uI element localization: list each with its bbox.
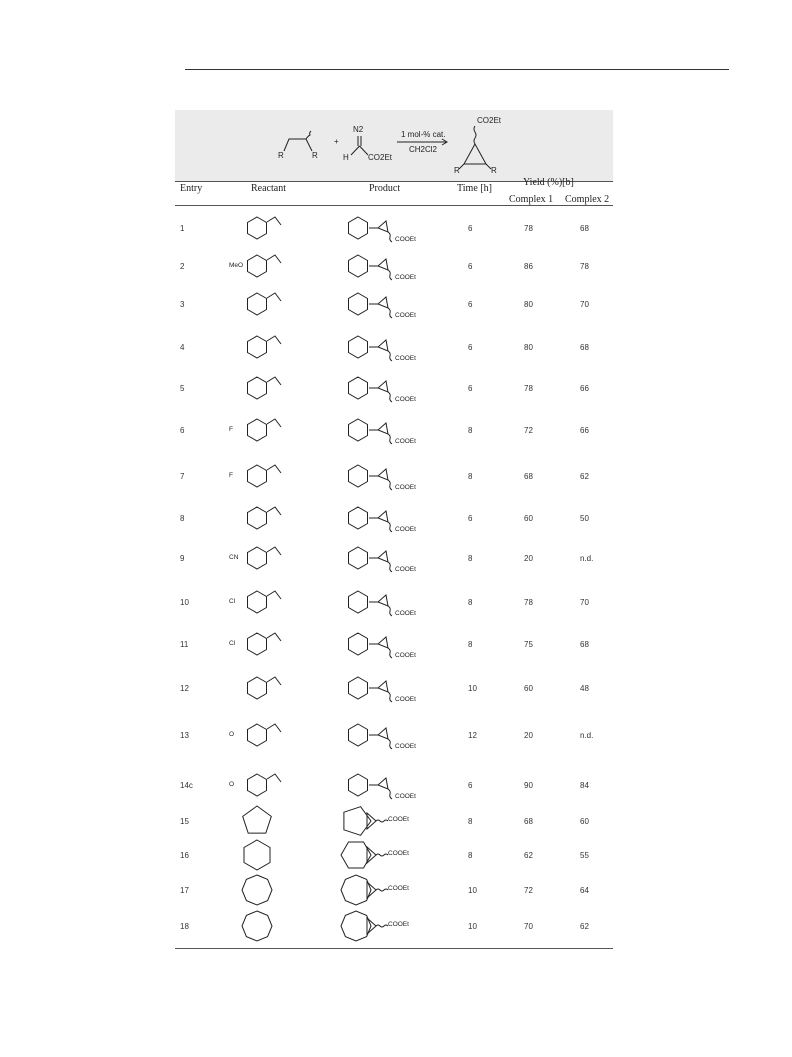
- product-structure: [330, 538, 450, 578]
- yield-complex-1-cell: 72: [524, 426, 533, 435]
- time-cell: 6: [468, 262, 473, 271]
- reactant-structure: [223, 906, 323, 946]
- product-structure: [330, 582, 450, 622]
- reactant-structure: [223, 715, 323, 755]
- product-ester-label: COOEt: [395, 236, 416, 243]
- yield-complex-1-cell: 78: [524, 384, 533, 393]
- scheme-r-left: R: [278, 151, 284, 160]
- table-bottom-rule: [175, 948, 613, 949]
- table-row: [175, 906, 613, 946]
- yield-complex-1-cell: 72: [524, 886, 533, 895]
- yield-complex-1-cell: 20: [524, 731, 533, 740]
- product-ester-label: COOEt: [388, 850, 409, 857]
- time-cell: 10: [468, 684, 477, 693]
- reactant-substituent-label: F: [229, 426, 233, 433]
- product-structure: [330, 327, 450, 367]
- time-cell: 6: [468, 384, 473, 393]
- entry-cell: 18: [180, 922, 189, 931]
- yield-complex-2-cell: n.d.: [580, 554, 594, 563]
- entry-cell: 13: [180, 731, 189, 740]
- yield-complex-2-cell: 70: [580, 300, 589, 309]
- table-row: [175, 456, 613, 496]
- table-row: [175, 582, 613, 622]
- yield-complex-2-cell: 60: [580, 817, 589, 826]
- reactant-structure: [223, 582, 323, 622]
- time-cell: 8: [468, 598, 473, 607]
- yield-complex-2-cell: 64: [580, 886, 589, 895]
- table-row: [175, 368, 613, 408]
- entry-cell: 11: [180, 640, 189, 649]
- table-row: [175, 538, 613, 578]
- col-time: Time [h]: [457, 183, 492, 194]
- yield-complex-2-cell: 48: [580, 684, 589, 693]
- product-structure: [330, 498, 450, 538]
- yield-complex-1-cell: 62: [524, 851, 533, 860]
- reactant-substituent-label: Cl: [229, 640, 236, 647]
- product-ester-label: COOEt: [388, 816, 409, 823]
- reactant-structure: [223, 835, 323, 875]
- yield-complex-1-cell: 78: [524, 598, 533, 607]
- product-structure: [330, 668, 450, 708]
- entry-cell: 2: [180, 262, 185, 271]
- reactant-structure: [223, 668, 323, 708]
- yield-complex-1-cell: 68: [524, 472, 533, 481]
- table-row: [175, 208, 613, 248]
- entry-cell: 10: [180, 598, 189, 607]
- reactant-substituent-label: O: [229, 781, 235, 788]
- reactant-structure: [223, 368, 323, 408]
- entry-cell: 3: [180, 300, 185, 309]
- scheme-product-r-right: R: [491, 166, 497, 175]
- reactant-structure: [223, 284, 323, 324]
- reaction-scheme: [175, 110, 613, 181]
- yield-complex-2-cell: 62: [580, 472, 589, 481]
- entry-cell: 17: [180, 886, 189, 895]
- time-cell: 6: [468, 224, 473, 233]
- yield-complex-2-cell: 68: [580, 224, 589, 233]
- reactant-structure: [223, 456, 323, 496]
- cyclopropanation-table: [175, 110, 613, 950]
- table-row: [175, 410, 613, 450]
- reactant-structure: [223, 410, 323, 450]
- yield-complex-2-cell: 84: [580, 781, 589, 790]
- reactant-substituent-label: MeO: [229, 262, 244, 269]
- time-cell: 6: [468, 343, 473, 352]
- time-cell: 12: [468, 731, 477, 740]
- scheme-solvent: CH2Cl2: [409, 145, 438, 154]
- table-row: [175, 624, 613, 664]
- product-ester-label: COOEt: [395, 610, 416, 617]
- table-row: [175, 835, 613, 875]
- entry-cell: 8: [180, 514, 185, 523]
- col-entry: Entry: [180, 183, 203, 194]
- reactant-substituent-label: F: [229, 472, 233, 479]
- entry-cell: 5: [180, 384, 185, 393]
- yield-complex-2-cell: 70: [580, 598, 589, 607]
- scheme-r-right: R: [312, 151, 318, 160]
- product-ester-label: COOEt: [395, 438, 416, 445]
- reactant-substituent-label: Cl: [229, 598, 236, 605]
- entry-cell: 6: [180, 426, 185, 435]
- entry-cell: 14c: [180, 781, 193, 790]
- yield-complex-1-cell: 86: [524, 262, 533, 271]
- time-cell: 8: [468, 472, 473, 481]
- yield-complex-1-cell: 70: [524, 922, 533, 931]
- product-ester-label: COOEt: [388, 885, 409, 892]
- entry-cell: 1: [180, 224, 185, 233]
- time-cell: 8: [468, 554, 473, 563]
- scheme-co2et: CO2Et: [368, 153, 393, 162]
- col-product: Product: [369, 183, 401, 194]
- product-ester-label: COOEt: [395, 274, 416, 281]
- yield-complex-1-cell: 90: [524, 781, 533, 790]
- yield-complex-1-cell: 80: [524, 300, 533, 309]
- product-ester-label: COOEt: [395, 743, 416, 750]
- product-ester-label: COOEt: [395, 566, 416, 573]
- yield-complex-2-cell: 62: [580, 922, 589, 931]
- product-structure: [330, 624, 450, 664]
- time-cell: 6: [468, 514, 473, 523]
- yield-complex-1-cell: 20: [524, 554, 533, 563]
- yield-complex-2-cell: 66: [580, 426, 589, 435]
- yield-complex-1-cell: 78: [524, 224, 533, 233]
- col-complex-2: Complex 2: [565, 194, 610, 205]
- header-bottom-rule: [175, 205, 613, 206]
- entry-cell: 15: [180, 817, 189, 826]
- yield-complex-1-cell: 60: [524, 514, 533, 523]
- col-reactant: Reactant: [251, 183, 286, 194]
- reactant-structure: [223, 208, 323, 248]
- reactant-structure: [223, 765, 323, 805]
- product-ester-label: COOEt: [395, 312, 416, 319]
- product-ester-label: COOEt: [395, 396, 416, 403]
- table-row: [175, 246, 613, 286]
- time-cell: 8: [468, 851, 473, 860]
- time-cell: 8: [468, 640, 473, 649]
- scheme-product-co2et: CO2Et: [477, 116, 502, 125]
- product-structure: [330, 456, 450, 496]
- table-row: [175, 498, 613, 538]
- time-cell: 6: [468, 300, 473, 309]
- yield-complex-2-cell: 78: [580, 262, 589, 271]
- reactant-substituent-label: CN: [229, 554, 239, 561]
- yield-complex-1-cell: 60: [524, 684, 533, 693]
- product-structure: [330, 410, 450, 450]
- product-structure: [330, 715, 450, 755]
- entry-cell: 16: [180, 851, 189, 860]
- table-row: [175, 715, 613, 755]
- yield-complex-1-cell: 68: [524, 817, 533, 826]
- time-cell: 8: [468, 817, 473, 826]
- page-header-rule: [185, 69, 729, 70]
- entry-cell: 9: [180, 554, 185, 563]
- yield-complex-1-cell: 80: [524, 343, 533, 352]
- reactant-structure: [223, 624, 323, 664]
- reactant-structure: [223, 327, 323, 367]
- reactant-substituent-label: O: [229, 731, 235, 738]
- product-ester-label: COOEt: [395, 652, 416, 659]
- product-ester-label: COOEt: [395, 696, 416, 703]
- yield-complex-2-cell: 68: [580, 640, 589, 649]
- reactant-structure: [223, 498, 323, 538]
- table-row: [175, 870, 613, 910]
- yield-complex-2-cell: 55: [580, 851, 589, 860]
- product-structure: [330, 368, 450, 408]
- yield-complex-2-cell: n.d.: [580, 731, 594, 740]
- entry-cell: 7: [180, 472, 185, 481]
- entry-cell: 4: [180, 343, 185, 352]
- scheme-n2: N2: [353, 125, 364, 134]
- scheme-catalyst: 1 mol-% cat.: [401, 130, 446, 139]
- entry-cell: 12: [180, 684, 189, 693]
- time-cell: 10: [468, 922, 477, 931]
- time-cell: 10: [468, 886, 477, 895]
- product-ester-label: COOEt: [388, 921, 409, 928]
- table-row: [175, 765, 613, 805]
- product-structure: [330, 208, 450, 248]
- table-row: [175, 327, 613, 367]
- product-structure: [330, 765, 450, 805]
- scheme-product-r-left: R: [454, 166, 460, 175]
- time-cell: 6: [468, 781, 473, 790]
- product-ester-label: COOEt: [395, 793, 416, 800]
- col-yield: Yield (%)[b]: [523, 177, 574, 188]
- col-complex-1: Complex 1: [509, 194, 554, 205]
- time-cell: 8: [468, 426, 473, 435]
- yield-complex-2-cell: 50: [580, 514, 589, 523]
- yield-complex-1-cell: 75: [524, 640, 533, 649]
- table-row: [175, 284, 613, 324]
- reactant-structure: [223, 870, 323, 910]
- scheme-structures: [175, 110, 613, 181]
- scheme-plus: +: [334, 137, 339, 146]
- product-structure: [330, 284, 450, 324]
- yield-complex-2-cell: 66: [580, 384, 589, 393]
- yield-complex-2-cell: 68: [580, 343, 589, 352]
- scheme-h: H: [343, 153, 349, 162]
- product-ester-label: COOEt: [395, 484, 416, 491]
- table-row: [175, 668, 613, 708]
- product-ester-label: COOEt: [395, 526, 416, 533]
- product-ester-label: COOEt: [395, 355, 416, 362]
- product-structure: [330, 246, 450, 286]
